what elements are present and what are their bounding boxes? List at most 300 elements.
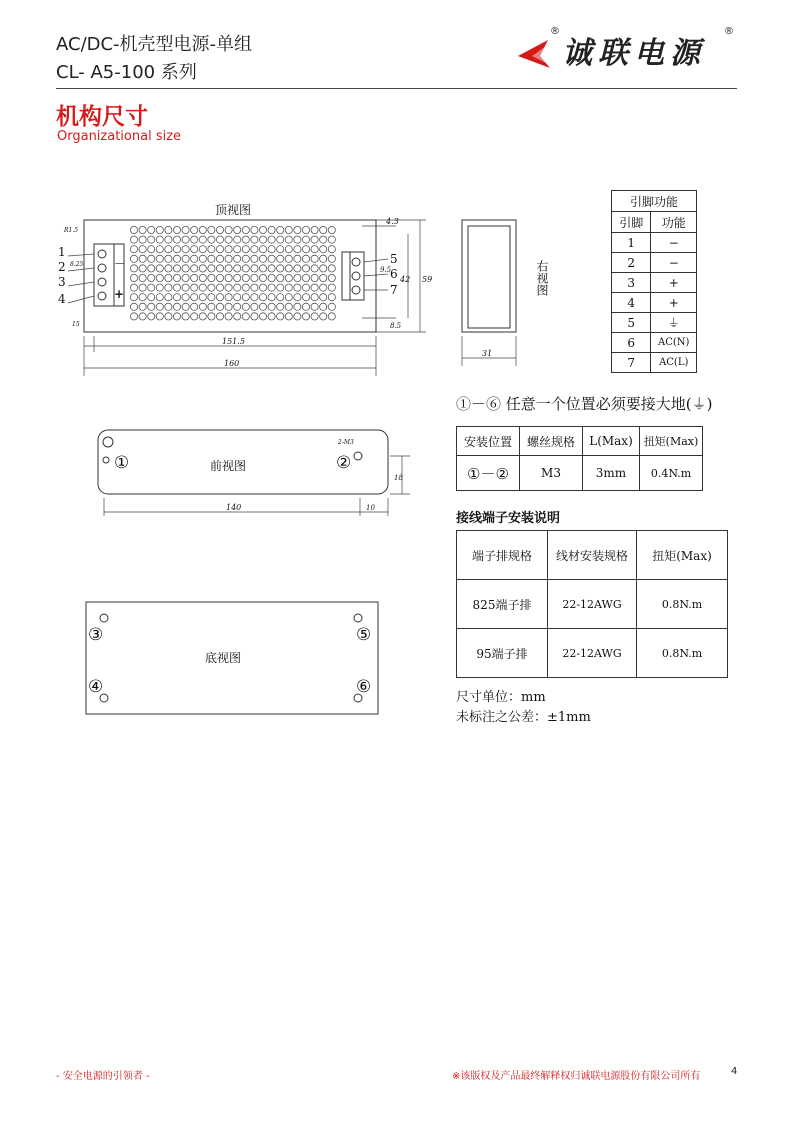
vent-hole xyxy=(320,265,327,272)
front-mark-1: ① xyxy=(114,453,130,473)
vent-hole xyxy=(208,274,215,281)
vent-hole xyxy=(199,246,206,253)
dim-hole-height: 42 xyxy=(400,275,411,284)
vent-hole xyxy=(156,265,163,272)
vent-hole xyxy=(156,236,163,243)
vent-hole xyxy=(277,246,284,253)
vent-hole xyxy=(328,284,335,291)
dim-hole-span: 151.5 xyxy=(222,337,245,346)
vent-hole xyxy=(268,255,275,262)
vent-hole xyxy=(139,294,146,301)
vent-hole xyxy=(268,246,275,253)
vent-hole xyxy=(165,265,172,272)
vent-hole xyxy=(320,303,327,310)
vent-hole xyxy=(173,303,180,310)
vent-hole xyxy=(259,303,266,310)
mount-cell: M3 xyxy=(520,456,583,491)
vent-hole xyxy=(130,246,137,253)
pin-cell: 4 xyxy=(612,293,651,313)
vent-hole xyxy=(156,284,163,291)
vent-hole xyxy=(191,236,198,243)
vent-hole xyxy=(148,313,155,320)
vent-hole xyxy=(302,313,309,320)
mount-header: 螺丝规格 xyxy=(520,427,583,456)
vent-hole xyxy=(242,303,249,310)
vent-hole xyxy=(294,246,301,253)
vent-hole xyxy=(251,313,258,320)
vent-hole xyxy=(208,246,215,253)
vent-hole xyxy=(191,313,198,320)
vent-hole xyxy=(139,226,146,233)
vent-hole xyxy=(251,265,258,272)
vent-hole xyxy=(302,303,309,310)
vent-hole xyxy=(216,236,223,243)
vent-hole xyxy=(139,265,146,272)
vent-hole xyxy=(148,236,155,243)
front-view-label: 前视图 xyxy=(210,459,247,473)
dim-front-offset: 10 xyxy=(366,504,375,512)
vent-hole xyxy=(311,246,318,253)
vent-hole xyxy=(285,226,292,233)
vent-hole xyxy=(173,274,180,281)
vent-hole xyxy=(268,313,275,320)
pin-table-title: 引脚功能 xyxy=(612,191,697,212)
vent-hole xyxy=(268,294,275,301)
vent-hole xyxy=(199,236,206,243)
vent-hole xyxy=(216,246,223,253)
vent-hole xyxy=(277,303,284,310)
vent-hole xyxy=(225,294,232,301)
vent-hole xyxy=(302,265,309,272)
vent-hole xyxy=(148,274,155,281)
pin-cell: + xyxy=(651,293,697,313)
vent-hole xyxy=(268,226,275,233)
vent-hole xyxy=(285,265,292,272)
vent-hole xyxy=(208,236,215,243)
vent-hole xyxy=(165,303,172,310)
vent-hole xyxy=(234,255,241,262)
vent-hole xyxy=(148,284,155,291)
vent-hole xyxy=(234,294,241,301)
pin-cell: + xyxy=(651,273,697,293)
vent-hole xyxy=(311,274,318,281)
vent-hole xyxy=(259,246,266,253)
vent-hole xyxy=(208,255,215,262)
pin-cell: 6 xyxy=(612,333,651,353)
vent-hole xyxy=(259,265,266,272)
vent-hole xyxy=(294,313,301,320)
terminal-cell: 0.8N.m xyxy=(637,580,728,629)
vent-hole xyxy=(139,274,146,281)
pin-label-6: 6 xyxy=(390,267,398,281)
vent-hole xyxy=(242,255,249,262)
header-divider xyxy=(56,88,737,89)
vent-hole xyxy=(294,255,301,262)
dim-front-width: 140 xyxy=(226,503,242,512)
vent-hole xyxy=(328,246,335,253)
pin-label-4: 4 xyxy=(58,292,66,306)
section-title: 机构尺寸 xyxy=(56,104,148,130)
vent-hole xyxy=(156,294,163,301)
vent-hole xyxy=(216,265,223,272)
vent-hole xyxy=(302,226,309,233)
vent-hole xyxy=(191,226,198,233)
vent-hole xyxy=(130,294,137,301)
vent-hole xyxy=(225,303,232,310)
vent-hole xyxy=(328,313,335,320)
vent-hole xyxy=(182,294,189,301)
vent-hole xyxy=(216,303,223,310)
logo-reg-mark: ® xyxy=(550,26,560,37)
vent-hole xyxy=(285,246,292,253)
vent-hole xyxy=(199,274,206,281)
vent-hole xyxy=(234,236,241,243)
vent-hole xyxy=(242,313,249,320)
pin-cell: − xyxy=(651,233,697,253)
terminal-table xyxy=(456,530,728,678)
vent-hole xyxy=(259,284,266,291)
vent-hole xyxy=(294,265,301,272)
vent-hole xyxy=(191,255,198,262)
vent-hole xyxy=(148,226,155,233)
vent-hole xyxy=(216,313,223,320)
vent-hole xyxy=(234,303,241,310)
vent-hole xyxy=(320,226,327,233)
vent-hole xyxy=(216,226,223,233)
vent-hole xyxy=(165,313,172,320)
vent-hole xyxy=(277,265,284,272)
top-view-outline xyxy=(84,220,376,332)
pin-cell: 1 xyxy=(612,233,651,253)
terminal-plus-mark: + xyxy=(114,287,125,301)
dim-screw: 2-M3 xyxy=(338,439,354,446)
bottom-mark-5: ⑤ xyxy=(356,625,372,645)
vent-hole xyxy=(165,246,172,253)
vent-hole xyxy=(268,265,275,272)
pin-cell: AC(L) xyxy=(651,353,697,373)
unit-note: 尺寸单位：mm xyxy=(456,690,546,705)
vent-hole xyxy=(311,226,318,233)
vent-hole xyxy=(320,313,327,320)
mounting-table xyxy=(456,426,703,491)
vent-hole xyxy=(156,313,163,320)
vent-hole xyxy=(285,236,292,243)
vent-hole xyxy=(156,255,163,262)
vent-hole xyxy=(199,294,206,301)
vent-hole xyxy=(302,274,309,281)
vent-hole xyxy=(277,294,284,301)
vent-hole xyxy=(251,236,258,243)
vent-hole xyxy=(251,303,258,310)
dim-pitch: 8.25 xyxy=(70,261,84,268)
vent-hole xyxy=(165,294,172,301)
vent-hole xyxy=(251,255,258,262)
vent-hole xyxy=(191,294,198,301)
vent-hole xyxy=(234,265,241,272)
vent-hole xyxy=(285,313,292,320)
vent-hole xyxy=(199,226,206,233)
vent-hole xyxy=(242,294,249,301)
vent-hole xyxy=(328,236,335,243)
vent-hole xyxy=(208,294,215,301)
footer-copyright: ※该版权及产品最终解释权归诚联电源股份有限公司所有 xyxy=(452,1071,701,1082)
vent-hole xyxy=(328,265,335,272)
vent-hole xyxy=(259,313,266,320)
vent-hole xyxy=(268,236,275,243)
vent-hole xyxy=(182,255,189,262)
vent-hole xyxy=(182,226,189,233)
terminal-header: 线材安装规格 xyxy=(548,531,637,580)
vent-hole xyxy=(148,303,155,310)
vent-hole xyxy=(259,236,266,243)
vent-hole xyxy=(285,274,292,281)
vent-hole xyxy=(242,236,249,243)
logo-reg-mark-end: ® xyxy=(724,26,734,37)
vent-hole xyxy=(130,236,137,243)
pin-cell: 7 xyxy=(612,353,651,373)
header-series: CL- A5-100 系列 xyxy=(56,62,197,83)
vent-hole xyxy=(242,265,249,272)
vent-hole xyxy=(242,284,249,291)
dim-top-width: 160 xyxy=(224,359,240,368)
vent-hole xyxy=(130,255,137,262)
terminal-cell: 0.8N.m xyxy=(637,629,728,678)
vent-hole xyxy=(311,313,318,320)
vent-hole xyxy=(320,255,327,262)
mount-header: L(Max) xyxy=(583,427,640,456)
vent-hole xyxy=(208,313,215,320)
vent-hole xyxy=(173,284,180,291)
pin-label-7: 7 xyxy=(390,283,398,297)
pin-label-3: 3 xyxy=(58,275,66,289)
vent-hole xyxy=(191,246,198,253)
dim-r1-5: R1.5 xyxy=(64,227,79,234)
vent-hole xyxy=(156,246,163,253)
pin-label-2: 2 xyxy=(58,260,66,274)
terminal-block-left xyxy=(94,244,114,306)
vent-hole xyxy=(277,284,284,291)
pin-function-table xyxy=(611,190,697,373)
ground-note: ①－⑥ 任意一个位置必须要接大地(⏚) xyxy=(456,395,713,413)
terminal-header: 端子排规格 xyxy=(457,531,548,580)
vent-hole xyxy=(311,255,318,262)
vent-hole xyxy=(225,265,232,272)
vent-hole xyxy=(311,303,318,310)
vent-hole xyxy=(216,255,223,262)
vent-hole xyxy=(165,284,172,291)
logo-text: 诚联电源 xyxy=(562,36,706,71)
vent-hole xyxy=(130,284,137,291)
page-number: 4 xyxy=(731,1066,738,1077)
vent-hole xyxy=(216,294,223,301)
vent-hole xyxy=(277,313,284,320)
vent-hole xyxy=(251,284,258,291)
right-view-outline xyxy=(462,220,516,332)
header-product-line: AC/DC-机壳型电源-单组 xyxy=(56,34,253,55)
vent-hole xyxy=(165,236,172,243)
terminal-header: 扭矩(Max) xyxy=(637,531,728,580)
section-subtitle: Organizational size xyxy=(57,129,182,144)
footer-slogan: - 安全电源的引领者 - xyxy=(56,1071,150,1082)
vent-hole xyxy=(285,294,292,301)
vent-hole xyxy=(156,226,163,233)
vent-hole xyxy=(225,236,232,243)
vent-hole xyxy=(294,284,301,291)
vent-hole xyxy=(277,255,284,262)
vent-hole xyxy=(225,255,232,262)
pin-label-1: 1 xyxy=(58,245,66,259)
vent-hole xyxy=(328,274,335,281)
vent-hole xyxy=(191,274,198,281)
vent-hole xyxy=(285,255,292,262)
pin-cell: 3 xyxy=(612,273,651,293)
vent-hole xyxy=(216,274,223,281)
vent-hole xyxy=(277,236,284,243)
pin-labels-right xyxy=(390,252,398,297)
vent-hole xyxy=(148,294,155,301)
vent-hole xyxy=(320,236,327,243)
bottom-mark-4: ④ xyxy=(88,677,104,697)
vent-hole xyxy=(173,294,180,301)
pin-cell: − xyxy=(651,253,697,273)
pin-table-header: 引脚 xyxy=(612,212,651,233)
vent-hole xyxy=(139,284,146,291)
vent-hole xyxy=(285,303,292,310)
vent-hole xyxy=(208,265,215,272)
vent-hole xyxy=(191,303,198,310)
vent-hole xyxy=(234,284,241,291)
vent-hole xyxy=(251,226,258,233)
vent-hole xyxy=(268,274,275,281)
vent-hole xyxy=(165,226,172,233)
bottom-view-label: 底视图 xyxy=(205,651,242,665)
vent-hole xyxy=(277,226,284,233)
vent-hole xyxy=(320,294,327,301)
vent-hole xyxy=(182,284,189,291)
vent-hole xyxy=(328,294,335,301)
vent-hole xyxy=(173,265,180,272)
vent-hole xyxy=(251,274,258,281)
terminal-cell: 825端子排 xyxy=(457,580,548,629)
vent-hole xyxy=(234,274,241,281)
vent-hole xyxy=(259,294,266,301)
vent-hole xyxy=(285,284,292,291)
mount-cell: 0.4N.m xyxy=(640,456,703,491)
vent-hole xyxy=(139,236,146,243)
terminal-cell: 95端子排 xyxy=(457,629,548,678)
vent-hole xyxy=(225,313,232,320)
vent-hole xyxy=(156,303,163,310)
vent-hole xyxy=(182,236,189,243)
vent-hole xyxy=(294,236,301,243)
vent-hole xyxy=(251,294,258,301)
vent-hole xyxy=(320,274,327,281)
vent-hole xyxy=(139,313,146,320)
vent-hole xyxy=(234,246,241,253)
vent-hole xyxy=(225,226,232,233)
vent-hole xyxy=(199,265,206,272)
dim-8-5: 8.5 xyxy=(390,322,402,330)
terminal-lne-bar xyxy=(342,252,350,300)
vent-hole xyxy=(139,246,146,253)
vent-hole xyxy=(242,246,249,253)
right-view-inner xyxy=(468,226,510,328)
pin-cell: 2 xyxy=(612,253,651,273)
terminal-section-title: 接线端子安装说明 xyxy=(456,511,561,526)
vent-hole xyxy=(139,303,146,310)
vent-hole xyxy=(173,236,180,243)
vent-hole xyxy=(130,265,137,272)
vent-hole xyxy=(311,236,318,243)
vent-hole xyxy=(225,246,232,253)
vent-hole xyxy=(216,284,223,291)
vent-hole xyxy=(277,274,284,281)
terminal-minus-mark: — xyxy=(115,259,124,269)
vent-hole xyxy=(268,303,275,310)
pin-cell: AC(N) xyxy=(651,333,697,353)
vent-hole xyxy=(294,303,301,310)
mount-cell: ①－② xyxy=(457,456,520,491)
vent-hole xyxy=(182,265,189,272)
front-mark-2: ② xyxy=(336,453,352,473)
pin-cell: ⏚ xyxy=(651,313,697,333)
vent-hole xyxy=(139,255,146,262)
vent-hole xyxy=(130,226,137,233)
brand-logo xyxy=(512,26,742,76)
tolerance-note: 未标注之公差：±1mm xyxy=(456,710,591,725)
vent-hole xyxy=(148,255,155,262)
vent-hole xyxy=(234,226,241,233)
dim-9-5: 9.5 xyxy=(380,266,392,274)
vent-hole xyxy=(208,284,215,291)
vent-hole xyxy=(182,274,189,281)
pin-cell: 5 xyxy=(612,313,651,333)
bottom-mark-6: ⑥ xyxy=(356,677,372,697)
vent-hole xyxy=(199,255,206,262)
dim-right-width: 31 xyxy=(482,349,493,358)
vent-hole xyxy=(156,274,163,281)
vent-hole xyxy=(225,274,232,281)
vent-hole xyxy=(148,246,155,253)
dim-15: 15 xyxy=(72,321,80,328)
dim-front-height: 18 xyxy=(394,474,403,482)
vent-hole xyxy=(251,246,258,253)
terminal-cell: 22-12AWG xyxy=(548,629,637,678)
vent-hole xyxy=(165,255,172,262)
vent-hole xyxy=(130,303,137,310)
vent-hole xyxy=(294,274,301,281)
vent-hole xyxy=(199,284,206,291)
right-view-label: 右视图 xyxy=(535,260,549,296)
vent-hole xyxy=(148,265,155,272)
vent-hole xyxy=(302,255,309,262)
bottom-mark-3: ③ xyxy=(88,625,104,645)
vent-hole xyxy=(173,313,180,320)
pin-labels-left xyxy=(58,245,66,306)
vent-hole xyxy=(199,303,206,310)
vent-hole xyxy=(259,274,266,281)
vent-hole xyxy=(130,274,137,281)
mount-header: 扭矩(Max) xyxy=(640,427,703,456)
vent-hole xyxy=(182,313,189,320)
vent-hole xyxy=(328,303,335,310)
vent-hole xyxy=(199,313,206,320)
vent-hole xyxy=(242,226,249,233)
vent-hole xyxy=(130,313,137,320)
vent-hole xyxy=(302,246,309,253)
ventilation-grid xyxy=(130,226,335,320)
pin-table-header: 功能 xyxy=(651,212,697,233)
